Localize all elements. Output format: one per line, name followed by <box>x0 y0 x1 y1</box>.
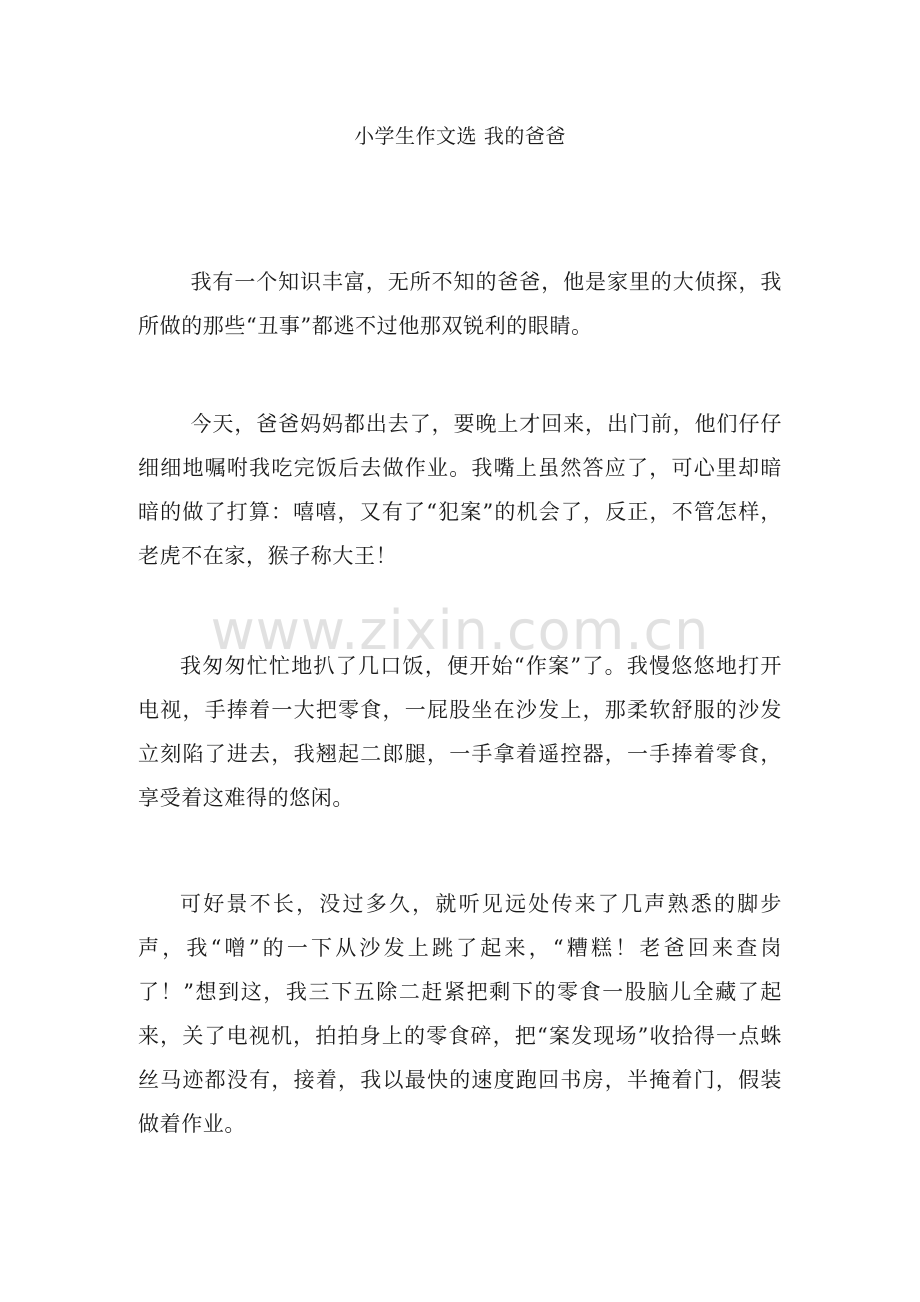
paragraph-4: 可好景不长，没过多久，就听见远处传来了几声熟悉的脚步声，我“噌”的一下从沙发上跳了起来，“糟糕！老爸回来查岗了！”想到这，我三下五除二赶紧把剩下的零食一股脑儿全藏了起来，关了电视机，拍拍身上的零食碎，把“案发现场”收拾得一点蛛丝马迹都没有，接着，我以最快的速度跑回书房，半掩着门，假装做着作业。 <box>138 892 782 1136</box>
paragraph-1: 我有一个知识丰富，无所不知的爸爸，他是家里的大侦探，我所做的那些“丑事”都逃不过他那双锐利的眼睛。 <box>138 270 782 338</box>
watermark: www.zixin.com.cn <box>210 599 710 662</box>
document-title: 小学生作文选 我的爸爸 <box>354 124 566 148</box>
paragraph-2: 今天，爸爸妈妈都出去了，要晚上才回来，出门前，他们仔仔细细地嘱咐我吃完饭后去做作业。我嘴上虽然答应了，可心里却暗暗的做了打算：嘻嘻，又有了“犯案”的机会了，反正，不管怎样，老虎不在家，猴子称大王！ <box>138 412 782 568</box>
paragraph-3: 我匆匆忙忙地扒了几口饭，便开始“作案”了。我慢悠悠地打开电视，手捧着一大把零食，一屁股坐在沙发上，那柔软舒服的沙发立刻陷了进去，我翘起二郎腿，一手拿着遥控器，一手捧着零食，享受着这难得的悠闲。 <box>138 654 782 810</box>
